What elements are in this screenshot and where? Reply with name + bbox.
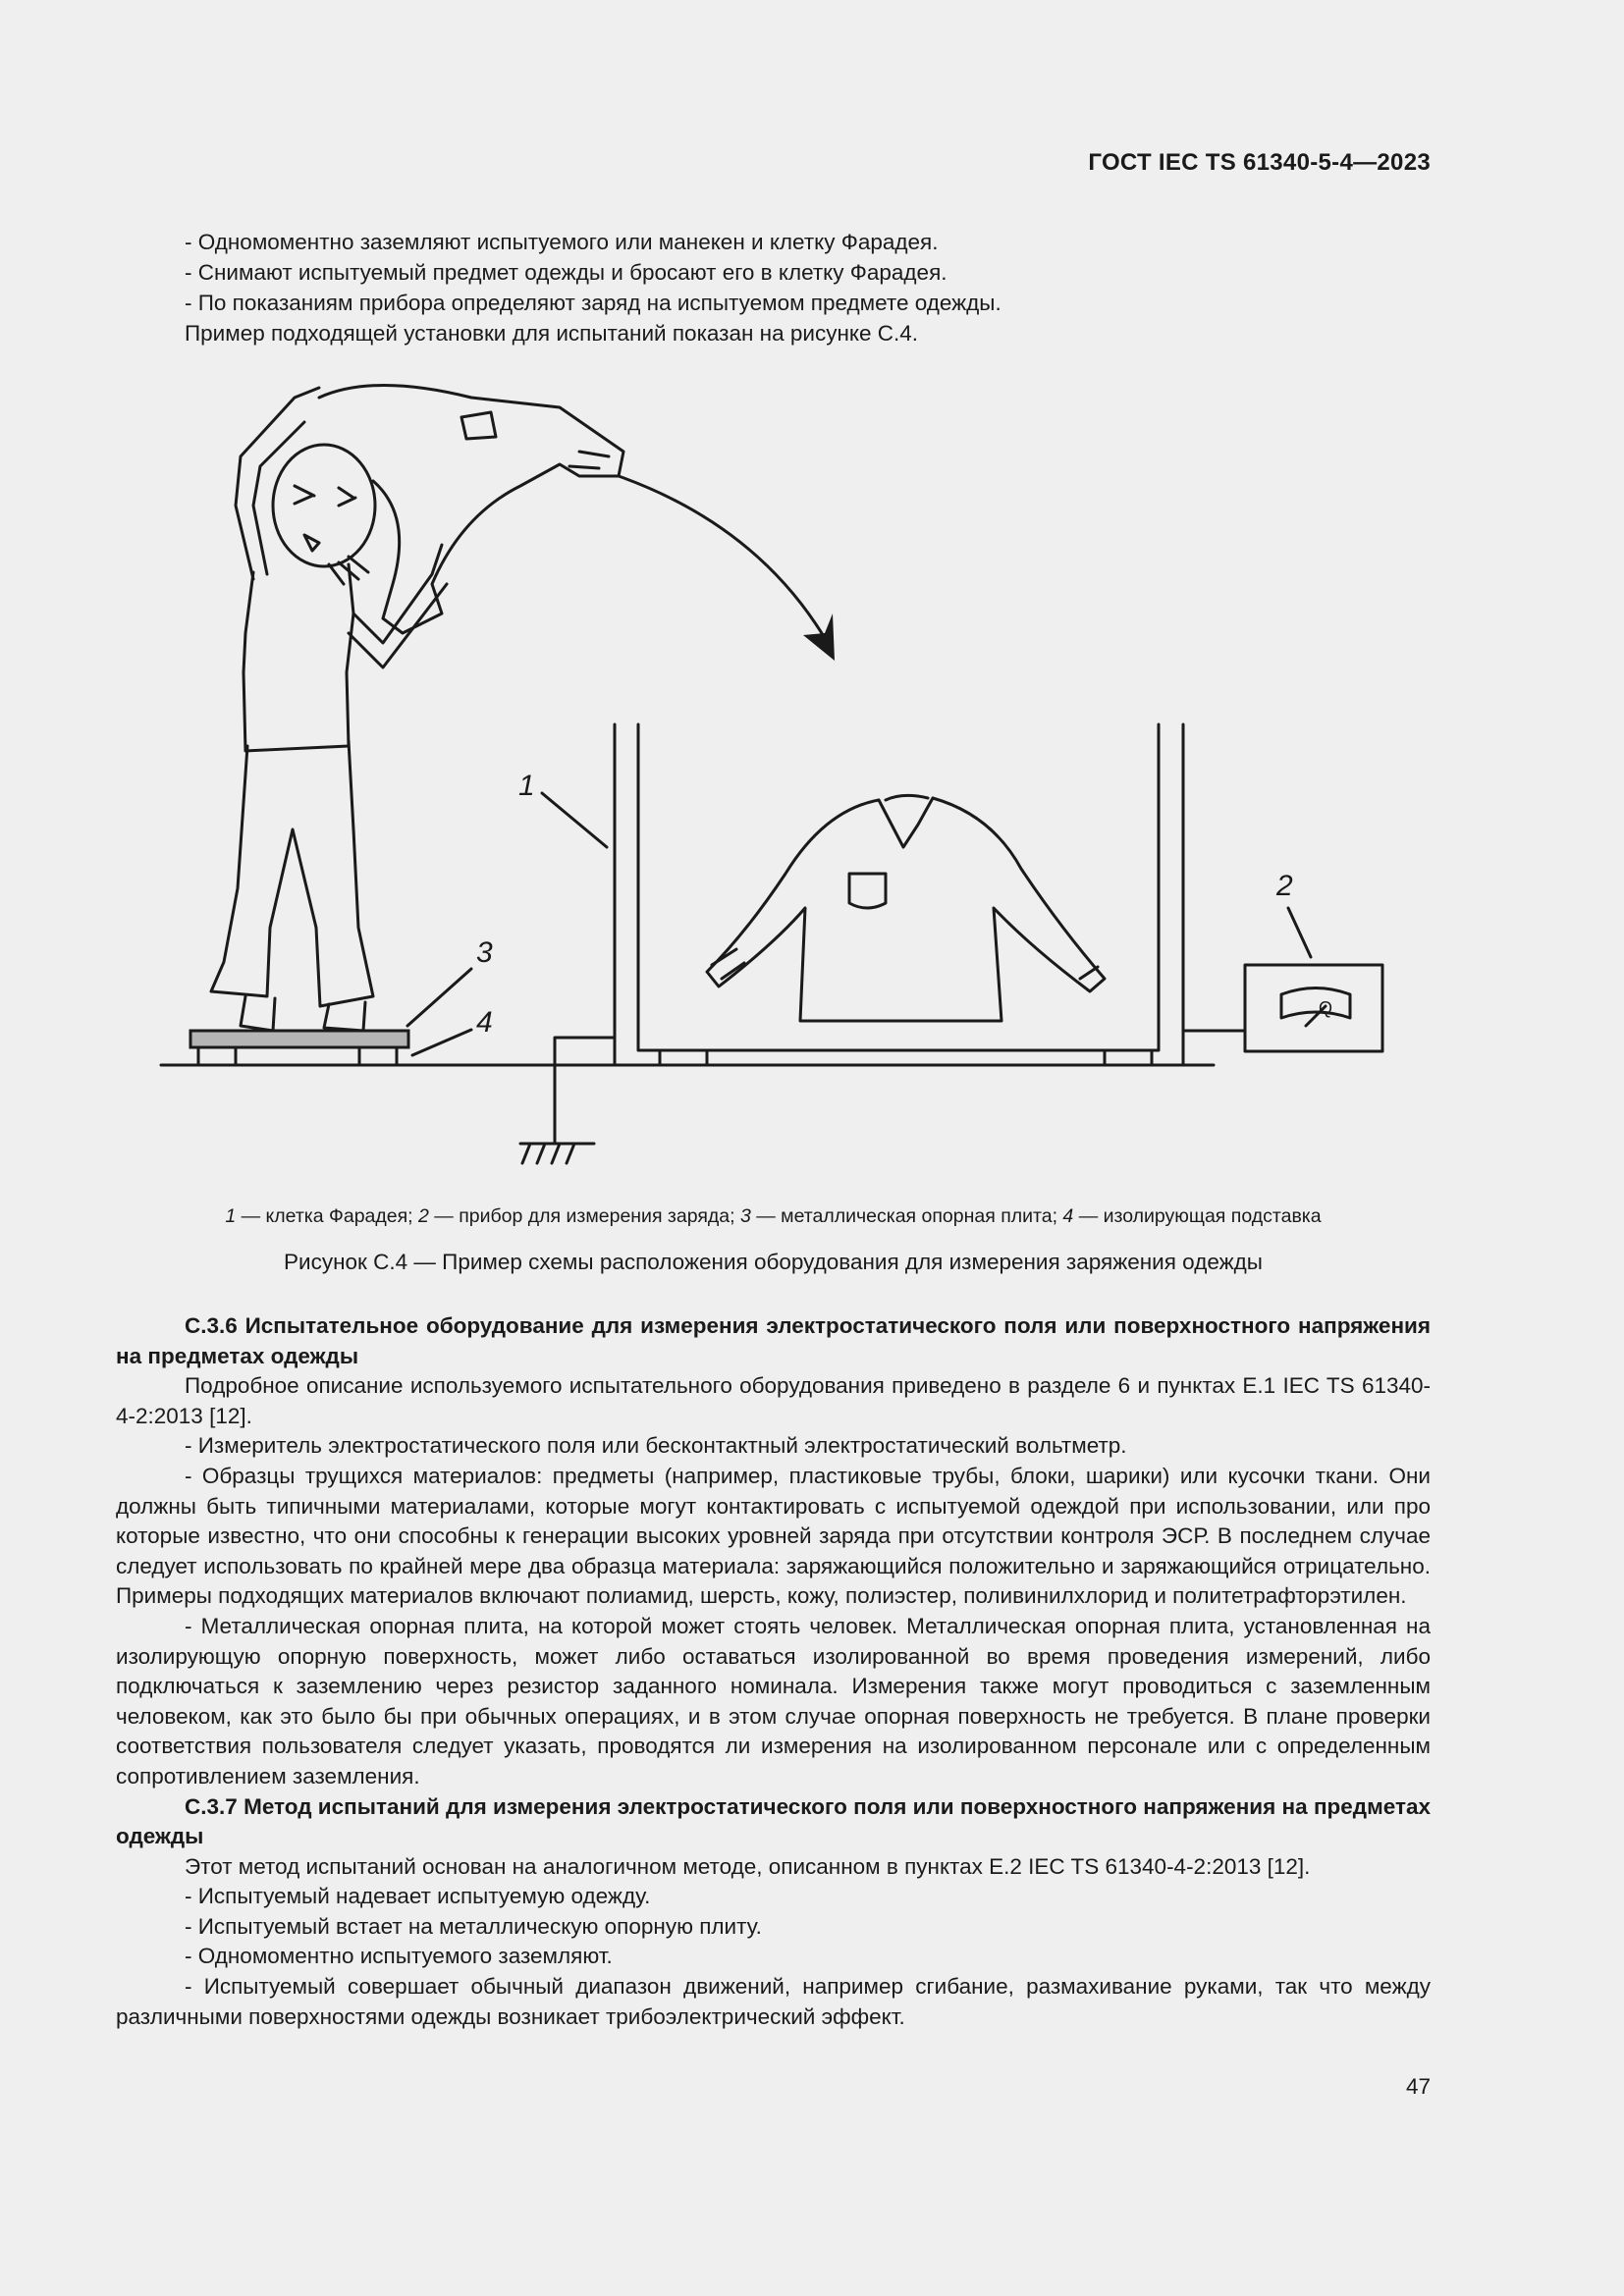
document-header: ГОСТ IEC TS 61340-5-4—2023 [1088, 149, 1431, 176]
section-c36-p4: - Металлическая опорная плита, на которой может стоять человек. Металлическая опорная плита, установленная на изолирующую опорную поверхность, может либо оставаться изолированной во время проведения измерений, либо подключаться к заземлению через резистор заданного номинала. Измерения также могут проводиться с заземленным человеком, как это было бы при обычных операциях, и в этом случае опорная поверхность не требуется. В плане проверки соответствия пользователя следует указать, проводятся ли измерения на изолированном персонале или с определенным сопротивлением заземления. [116, 1613, 1431, 1789]
intro-line-2: - Снимают испытуемый предмет одежды и бросают его в клетку Фарадея. [185, 260, 947, 285]
thrown-garment [319, 386, 623, 634]
page-number: 47 [1405, 2074, 1431, 2099]
section-c37-p5: - Испытуемый совершает обычный диапазон движений, например сгибание, размахивание руками, так что между различными поверхностями одежды возникает трибоэлектрический эффект. [116, 1974, 1431, 2029]
meter-symbol: Q [1319, 998, 1333, 1018]
intro-line-3: - По показаниям прибора определяют заряд на испытуемом предмете одежды. [185, 291, 1001, 315]
label-3: 3 [476, 936, 493, 969]
section-c36-p1: Подробное описание используемого испытательного оборудования приведено в разделе 6 и пунктах Е.1 IEC TS 61340-4-2:2013 [12]. [116, 1373, 1431, 1428]
insulating-stand [198, 1046, 397, 1065]
leader-3 [407, 969, 471, 1026]
section-c36-p3: - Образцы трущихся материалов: предметы (например, пластиковые трубы, блоки, шарики) или кусочки ткани. Они должны быть типичными материалами, которые могут контактировать с испытуемой одеждой при использовании, или про которые известно, что они способны к генерации высоких уровней заряда при отсутствии контроля ЭСР. В последнем случае следует использовать по крайней мере два образца материала: заряжающийся положительно и заряжающийся отрицательно. Примеры подходящих материалов включают полиамид, шерсть, кожу, полиэстер, поливинилхлорид и политетрафторэтилен. [116, 1463, 1431, 1609]
leader-1 [542, 793, 607, 847]
section-c36 [116, 1311, 1431, 2032]
section-c37-p1: Этот метод испытаний основан на аналогичном методе, описанном в пунктах Е.2 IEC TS 61340-4-2:2013 [12]. [185, 1853, 1311, 1879]
metal-plate [190, 1031, 408, 1047]
shirt-in-cage [707, 795, 1105, 1021]
section-c36-p2: - Измеритель электростатического поля или бесконтактный электростатический вольтметр. [185, 1433, 1127, 1459]
figure-caption: Рисунок С.4 — Пример схемы расположения оборудования для измерения заряжения одежды [284, 1250, 1263, 1274]
person-figure [211, 388, 447, 1031]
label-2: 2 [1276, 870, 1293, 902]
charge-meter [1183, 965, 1382, 1051]
section-c36-heading: С.3.6 Испытательное оборудование для измерения электростатического поля или поверхностного напряжения на предметах одежды [116, 1313, 1431, 1368]
section-c37-heading: С.3.7 Метод испытаний для измерения электростатического поля или поверхностного напряжения на предметах одежды [116, 1793, 1431, 1849]
leader-4 [412, 1030, 471, 1055]
figure-legend: 1 — клетка Фарадея; 2 — прибор для измерения заряда; 3 — металлическая опорная плита; 4 — изолирующая подставка [225, 1205, 1322, 1227]
intro-line-1: - Одномоментно заземляют испытуемого или манекен и клетку Фарадея. [185, 230, 939, 254]
figure-c4-diagram [147, 378, 1394, 1193]
ground-connection [520, 1038, 615, 1163]
leader-2 [1288, 908, 1311, 957]
intro-line-4: Пример подходящей установки для испытаний показан на рисунке С.4. [185, 321, 918, 346]
label-4: 4 [476, 1006, 493, 1039]
faraday-cage [615, 724, 1183, 1065]
throw-arrow-path [619, 476, 825, 638]
throw-arrow-head [803, 614, 835, 661]
section-c37-p4: - Одномоментно испытуемого заземляют. [185, 1944, 613, 1969]
section-c37-p3: - Испытуемый встает на металлическую опорную плиту. [185, 1913, 762, 1939]
label-1: 1 [518, 770, 535, 802]
section-c37-p2: - Испытуемый надевает испытуемую одежду. [185, 1884, 651, 1909]
